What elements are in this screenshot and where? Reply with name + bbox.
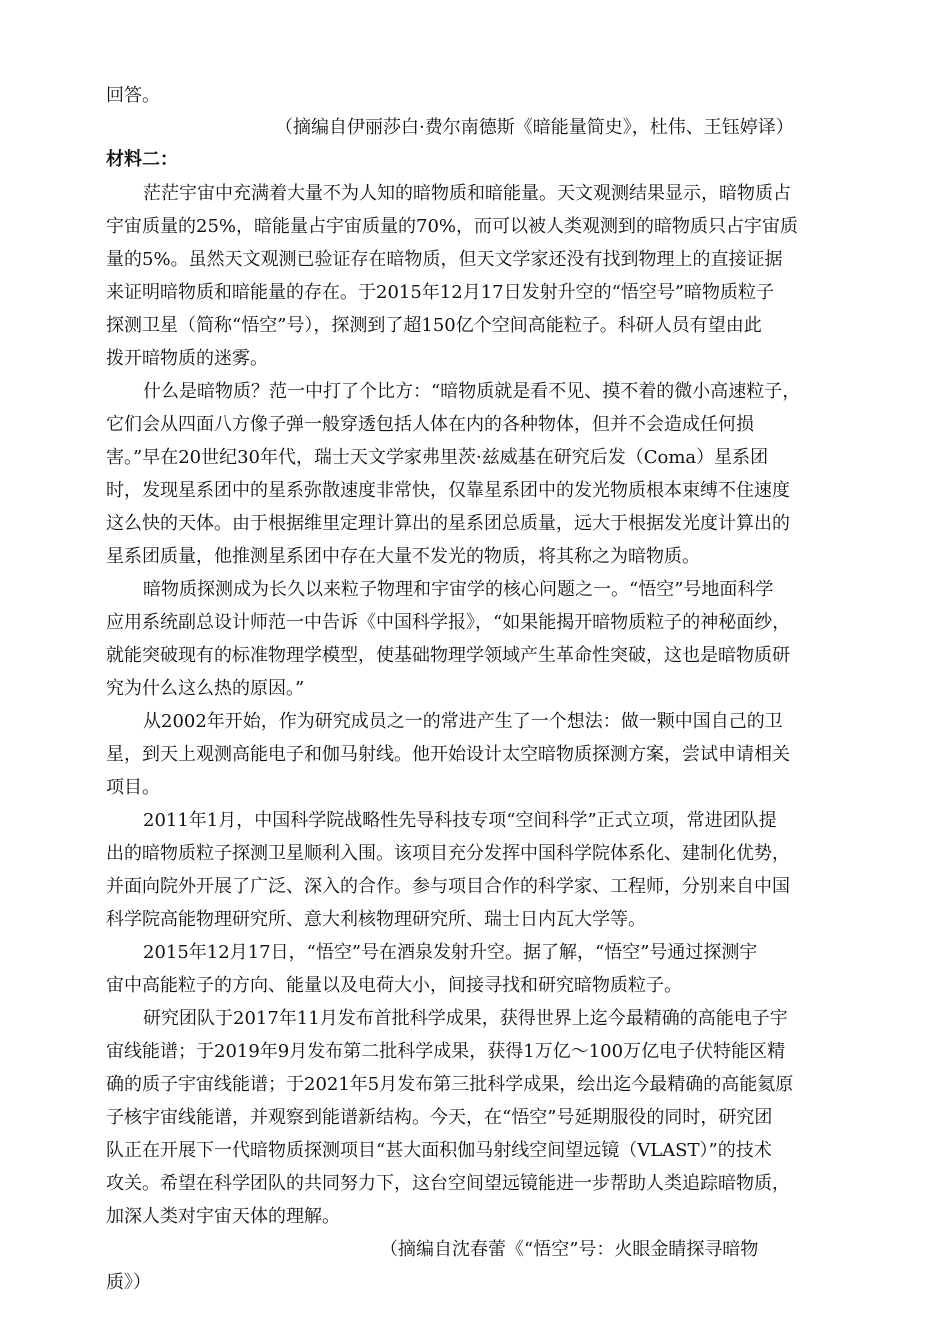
paragraph-line: 星，到天上观测高能电子和伽马射线。他开始设计太空暗物质探测方案，尝试申请相关 (106, 744, 790, 765)
paragraph-line: 2015年12月17日，“悟空”号在酒泉发射升空。据了解，“悟空”号通过探测宇 (143, 942, 758, 963)
paragraph-line: 暗物质探测成为长久以来粒子物理和宇宙学的核心问题之一。“悟空”号地面科学 (143, 579, 774, 600)
material2-heading: 材料二： (106, 149, 178, 170)
paragraph-line: 量的5%。虽然天文观测已验证存在暗物质，但天文学家还没有找到物理上的直接证据 (106, 249, 783, 270)
paragraph-line: 就能突破现有的标准物理学模型，使基础物理学领域产生革命性突破，这也是暗物质研 (106, 645, 790, 666)
paragraph-line: 项目。 (106, 777, 160, 798)
paragraph-line: 茫茫宇宙中充满着大量不为人知的暗物质和暗能量。天文观测结果显示，暗物质占 (143, 183, 791, 204)
paragraph-line: 这么快的天体。由于根据维里定理计算出的星系团总质量，远大于根据发光度计算出的 (106, 513, 790, 534)
paragraph-line: 时，发现星系团中的星系弥散速度非常快，仅靠星系团中的发光物质根本束缚不住速度 (106, 480, 790, 501)
paragraph-line: 2011年1月，中国科学院战略性先导科技专项“空间科学”正式立项，常进团队提 (143, 810, 777, 831)
paragraph-line: 宙中高能粒子的方向、能量以及电荷大小，间接寻找和研究暗物质粒子。 (106, 975, 682, 996)
paragraph-line: 探测卫星（简称“悟空”号），探测到了超150亿个空间高能粒子。科研人员有望由此 (106, 315, 762, 336)
paragraph-line: 宇宙质量的25%，暗能量占宇宙质量的70%，而可以被人类观测到的暗物质只占宇宙质 (106, 216, 799, 237)
paragraph-line: 从2002年开始，作为研究成员之一的常进产生了一个想法：做一颗中国自己的卫 (143, 711, 783, 732)
paragraph-line: 并面向院外开展了广泛、深入的合作。参与项目合作的科学家、工程师，分别来自中国 (106, 876, 790, 897)
paragraph-line: 应用系统副总设计师范一中告诉《中国科学报》，“如果能揭开暗物质粒子的神秘面纱， (106, 612, 791, 633)
paragraph-line: 什么是暗物质？范一中打了个比方：“暗物质就是看不见、摸不着的微小高速粒子， (143, 381, 801, 402)
paragraph-line: 宙线能谱；于2019年9月发布第二批科学成果，获得1万亿～100万亿电子伏特能区精 (106, 1041, 786, 1062)
paragraph-line: 星系团质量，他推测星系团中存在大量不发光的物质，将其称之为暗物质。 (106, 546, 700, 567)
paragraph-line: 子核宇宙线能谱，并观察到能谱新结构。今天，在“悟空”号延期服役的同时，研究团 (106, 1107, 773, 1128)
material1-tail-text: 回答。 (106, 85, 160, 106)
paragraph-line: 研究团队于2017年11月发布首批科学成果，获得世界上迄今最精确的高能电子宇 (143, 1008, 788, 1029)
material2-source: （摘编自沈春蕾《“悟空”号：火眼金睛探寻暗物 (380, 1239, 759, 1260)
paragraph-line: 科学院高能物理研究所、意大利核物理研究所、瑞士日内瓦大学等。 (106, 909, 646, 930)
paragraph-line: 究为什么这么热的原因。” (106, 678, 305, 699)
material2-source-continued: 质》） (106, 1272, 151, 1293)
paragraph-line: 确的质子宇宙线能谱；于2021年5月发布第三批科学成果，绘出迄今最精确的高能氦原 (106, 1074, 794, 1095)
paragraph-line: 害。”早在20世纪30年代，瑞士天文学家弗里茨·兹威基在研究后发（Coma）星系团 (106, 447, 769, 468)
paragraph-line: 它们会从四面八方像子弹一般穿透包括人体在内的各种物体，但并不会造成任何损 (106, 414, 754, 435)
paragraph-line: 加深人类对宇宙天体的理解。 (106, 1206, 340, 1227)
paragraph-line: 攻关。希望在科学团队的共同努力下，这台空间望远镜能进一步帮助人类追踪暗物质， (106, 1173, 790, 1194)
paragraph-line: 来证明暗物质和暗能量的存在。于2015年12月17日发射升空的“悟空号”暗物质粒子 (106, 282, 775, 303)
paragraph-line: 拨开暗物质的迷雾。 (106, 348, 268, 369)
paragraph-line: 出的暗物质粒子探测卫星顺利入围。该项目充分发挥中国科学院体系化、建制化优势， (106, 843, 790, 864)
paragraph-line: 队正在开展下一代暗物质探测项目“甚大面积伽马射线空间望远镜（VLAST）”的技术 (106, 1140, 772, 1161)
material1-source: （摘编自伊丽莎白·费尔南德斯《暗能量简史》，杜伟、王钰婷译） (275, 117, 794, 138)
